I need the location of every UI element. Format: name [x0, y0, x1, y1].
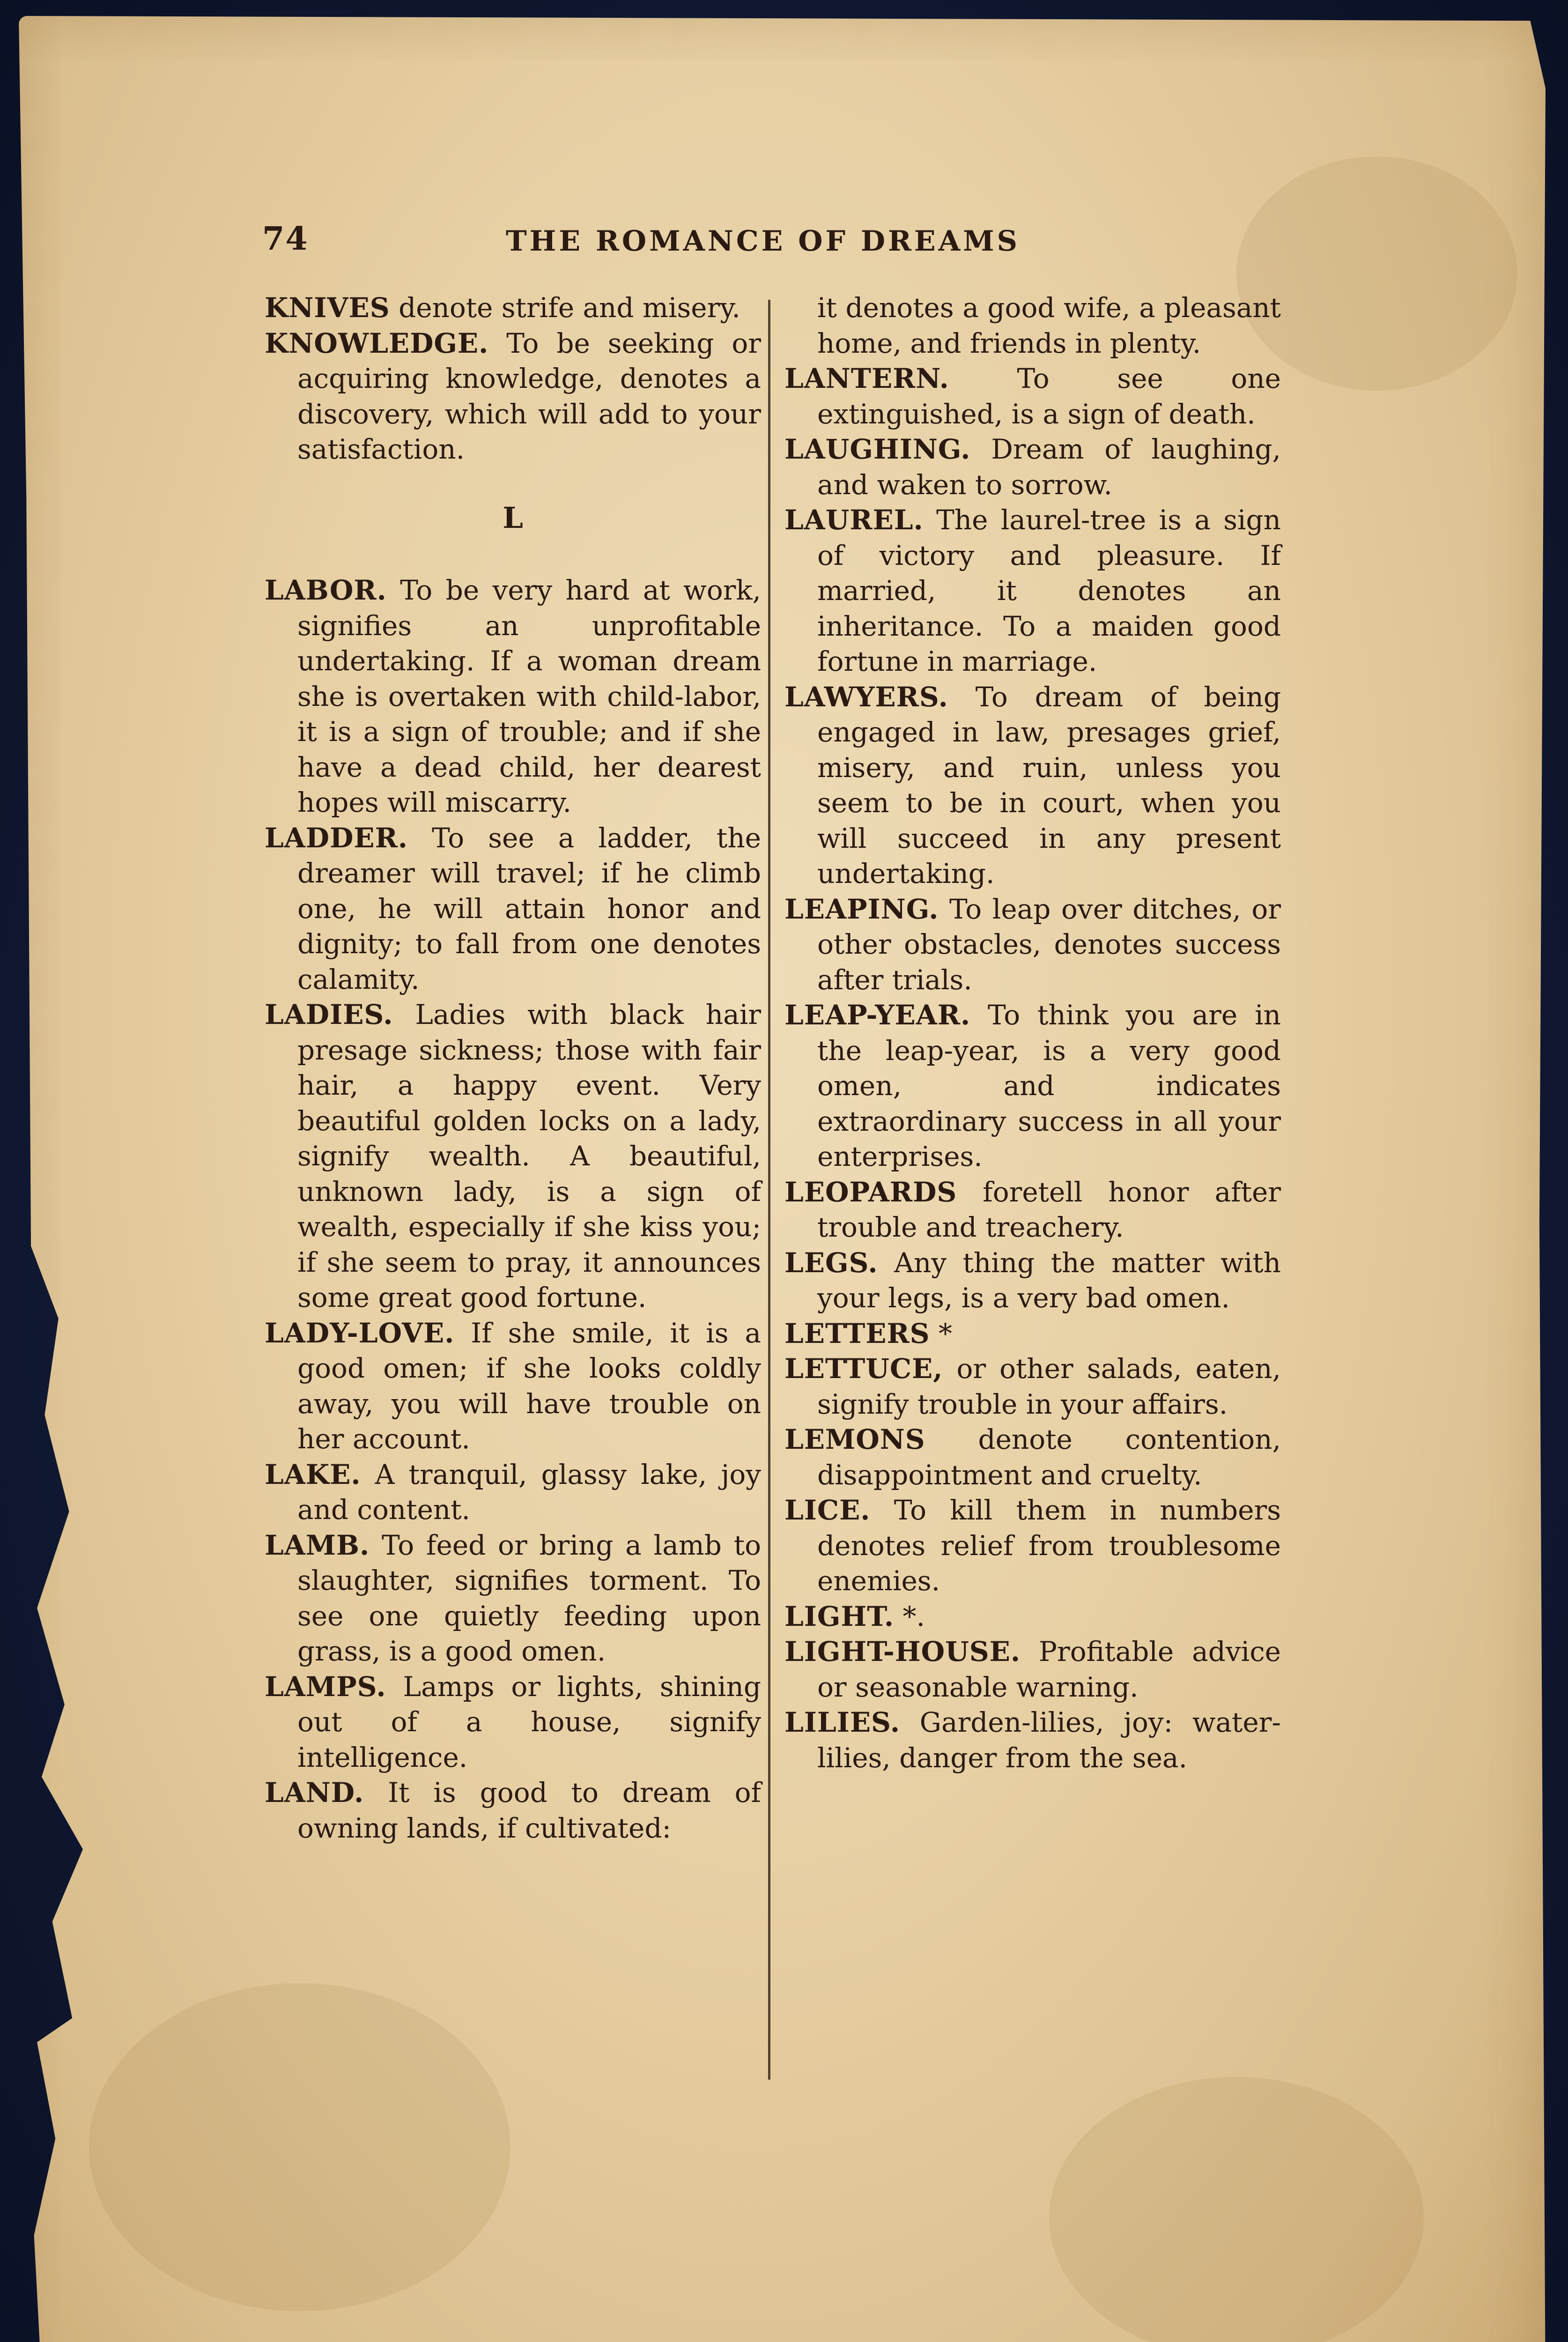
entry-headword: LIGHT.: [784, 1600, 895, 1632]
entry-definition: It is good to dream of owning lands, if cultivated:: [297, 1777, 761, 1844]
dictionary-entry: [784, 1175, 1281, 1245]
left-column: [265, 290, 761, 1846]
entry-definition: If she smile, it is a good omen; if she looks coldly away, you will have trouble on her account.: [297, 1317, 761, 1455]
entry-definition: Profitable advice or seasonable warning.: [817, 1636, 1281, 1703]
dictionary-entry: [784, 1634, 1281, 1705]
dictionary-entry: [784, 1422, 1281, 1493]
dictionary-entry: [265, 573, 761, 821]
dictionary-entry: [784, 1245, 1281, 1316]
dictionary-entry: [784, 1316, 1281, 1352]
entry-headword: LEAPING.: [784, 893, 939, 925]
dictionary-entry: [784, 1599, 1281, 1635]
entry-headword: LEOPARDS: [784, 1176, 957, 1208]
entry-definition: Any thing the matter with your legs, is a very bad omen.: [817, 1246, 1281, 1314]
dictionary-entry: [265, 1775, 761, 1846]
entry-headword: LEAP-YEAR.: [784, 999, 971, 1031]
entry-headword: LAWYERS.: [784, 681, 948, 713]
page-title: THE ROMANCE OF DREAMS: [506, 225, 1020, 258]
entry-headword: KNOWLEDGE.: [265, 327, 489, 359]
entry-headword: LEMONS: [784, 1423, 925, 1455]
dictionary-entry: [265, 326, 761, 467]
entry-definition: The laurel-tree is a sign of victory and pleasure. If married, it denotes an inheritance. To a maiden good fortune in marriage.: [817, 504, 1281, 677]
book-page: [19, 16, 1546, 2342]
entry-headword: LAUGHING.: [784, 433, 971, 465]
dictionary-entry: [265, 1528, 761, 1669]
dictionary-entry: [784, 1705, 1281, 1776]
entry-definition: *: [930, 1317, 952, 1349]
dictionary-entry: [784, 1351, 1281, 1422]
dictionary-entry: [784, 503, 1281, 680]
entry-definition: To feed or bring a lamb to slaughter, signifies torment. To see one quietly feeding upon grass, is a good omen.: [297, 1529, 761, 1667]
entry-headword: LABOR.: [265, 574, 387, 606]
entry-headword: LANTERN.: [784, 363, 949, 394]
entry-definition: To see one extinguished, is a sign of death.: [817, 363, 1281, 430]
dictionary-entry: [265, 290, 761, 326]
dictionary-entry: [784, 680, 1281, 892]
entry-definition: To be seeking or acquiring knowledge, denotes a discovery, which will add to your satisfaction.: [297, 327, 761, 465]
entry-definition: A tranquil, glassy lake, joy and content.: [297, 1458, 761, 1526]
entry-headword: LAMPS.: [265, 1670, 386, 1703]
entry-definition: To be very hard at work, signifies an unprofitable undertaking. If a woman dream she is overtaken with child-labor, it is a sign of trouble; and if she have a dead child, her dearest hopes will miscarry.: [297, 574, 761, 818]
entry-definition: Lamps or lights, shining out of a house, signify intelligence.: [297, 1670, 761, 1773]
paper-stain: [1049, 2077, 1424, 2342]
dictionary-entry: [265, 1316, 761, 1457]
entry-headword: LAND.: [265, 1777, 364, 1808]
entry-definition: Dream of laughing, and waken to sorrow.: [817, 433, 1281, 501]
entry-definition: To think you are in the leap-year, is a very good omen, and indicates extraordinary success in all your enterprises.: [817, 999, 1281, 1172]
dictionary-entry: [784, 892, 1281, 998]
entry-headword: LAUREL.: [784, 504, 924, 536]
running-head: [262, 220, 1283, 272]
dictionary-entry: [265, 1669, 761, 1776]
entry-definition: *.: [894, 1600, 925, 1632]
entry-headword: LADIES.: [265, 999, 393, 1030]
entry-definition: foretell honor after trouble and treachery.: [817, 1176, 1281, 1243]
entry-definition: Garden-lilies, joy: water-lilies, danger from the sea.: [817, 1706, 1281, 1774]
entry-headword: LETTERS: [784, 1317, 930, 1349]
dictionary-entry: [265, 821, 761, 998]
dictionary-entry: [784, 432, 1281, 503]
entry-headword: LETTUCE,: [784, 1353, 943, 1385]
section-letter: L: [503, 500, 523, 535]
entry-headword: LIGHT-HOUSE.: [784, 1636, 1021, 1668]
entry-definition: denote contention, disappointment and cruelty.: [817, 1423, 1281, 1491]
entry-headword: LADY-LOVE.: [265, 1317, 455, 1349]
entry-definition: To see a ladder, the dreamer will travel; if he climb one, he will attain honor and dignity; to fall from one denotes calamity.: [297, 822, 761, 995]
column-divider: [768, 300, 770, 2080]
entry-definition: To kill them in numbers denotes relief from troublesome enemies.: [817, 1494, 1281, 1597]
entry-headword: LAKE.: [265, 1458, 361, 1490]
entry-headword: LAMB.: [265, 1529, 370, 1561]
entry-definition: denote strife and misery.: [390, 292, 740, 324]
dictionary-entry: [265, 997, 761, 1316]
right-column: [784, 290, 1281, 1776]
page-number: 74: [262, 220, 309, 258]
dictionary-entry: [784, 361, 1281, 432]
entry-definition: Ladies with black hair presage sickness; those with fair hair, a happy event. Very beautiful golden locks on a lady, signify wealth. A beautiful, unknown lady, is a sign of wealth, especially if she kiss you; if she seem to pray, it announces some great good fortune.: [297, 999, 761, 1313]
paper-stain: [89, 1983, 510, 2311]
dictionary-entry: [784, 1493, 1281, 1599]
entry-headword: LEGS.: [784, 1246, 878, 1279]
entry-headword: KNIVES: [265, 292, 390, 324]
dictionary-entry: [784, 290, 1281, 361]
entry-definition: To leap over ditches, or other obstacles, denotes success after trials.: [817, 893, 1281, 996]
entry-definition: To dream of being engaged in law, presages grief, misery, and ruin, unless you seem to be in court, when you will succeed in any present undertaking.: [817, 681, 1281, 889]
entry-definition: it denotes a good wife, a pleasant home, and friends in plenty.: [817, 292, 1281, 359]
dictionary-entry: [265, 1457, 761, 1528]
dictionary-entry: [784, 998, 1281, 1175]
entry-headword: LICE.: [784, 1494, 871, 1526]
entry-definition: or other salads, eaten, signify trouble in your affairs.: [817, 1353, 1281, 1420]
entry-headword: LADDER.: [265, 822, 408, 854]
entry-headword: LILIES.: [784, 1706, 901, 1738]
